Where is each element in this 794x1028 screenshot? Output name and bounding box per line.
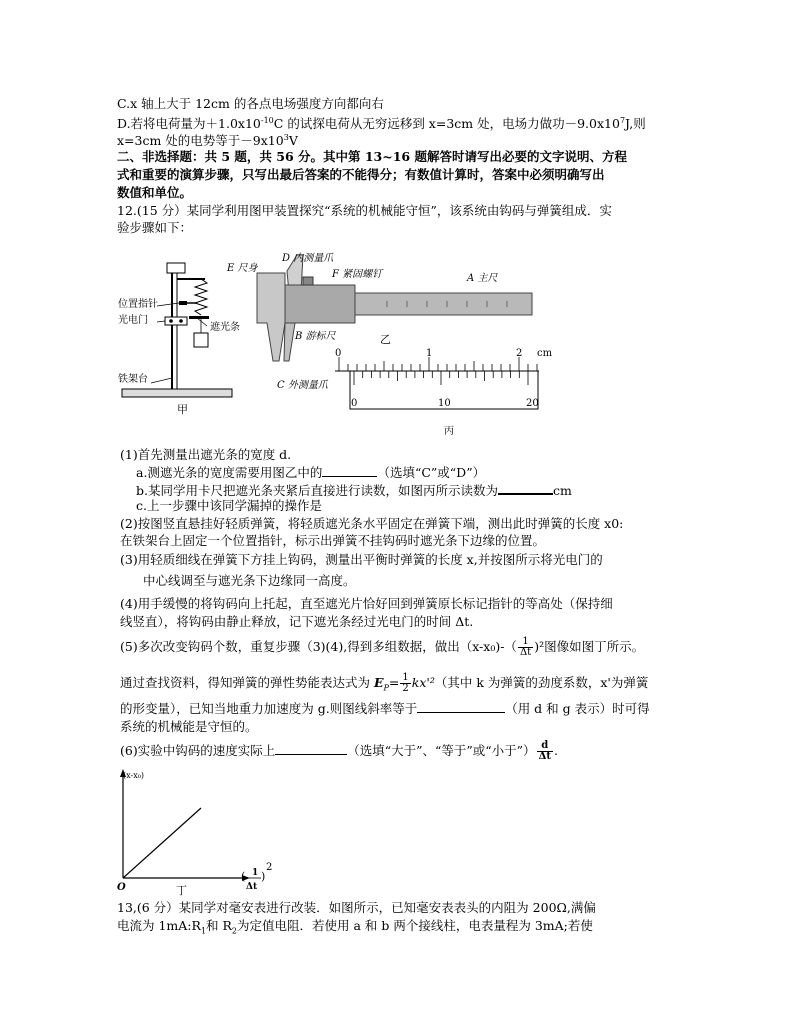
outer-jaw [284, 323, 295, 361]
label-D: D 内测量爪 [282, 253, 334, 264]
blank-b[interactable] [498, 481, 553, 495]
section2-heading-3: 数值和单位。 [117, 185, 193, 200]
section2-heading-1: 二、非选择题：共 5 题，共 56 分。其中第 13~16 题解答时请写出必要的文字说明、方程 [117, 149, 627, 164]
section2-heading-2: 式和重要的演算步骤，只写出最后答案的不能得分；有数值计算时，答案中必须明确写出 [117, 167, 605, 182]
hook-weight [194, 333, 208, 347]
figure-yi [226, 252, 532, 391]
p2-line2: 在铁架台上固定一个位置指针，标示出弹簧不挂钩码时遮光条下边缘的位置。 [120, 533, 546, 548]
label-gate: 光电门 [118, 315, 148, 326]
x-label-paren-close: ) [261, 870, 266, 883]
figure-svg [117, 243, 553, 438]
x-label-den: Δt [246, 882, 258, 892]
vernier-label-20: 20 [526, 398, 539, 409]
label-C: C 外测量爪 [277, 380, 328, 391]
label-E: E 尺身 [227, 263, 258, 274]
vernier-label-10: 10 [438, 398, 451, 409]
x-label-num: 1 [252, 868, 259, 878]
caption-yi: 乙 [380, 333, 391, 346]
spring [195, 279, 207, 315]
label-pointer: 位置指针 [118, 299, 158, 310]
p3-line1: (3)用轻质细线在弹簧下方挂上钩码，测量出平衡时弹簧的长度 x,并按图所示将光电门的 [120, 552, 603, 567]
figure-ding [115, 766, 290, 900]
blank-a[interactable] [322, 464, 377, 477]
vernier-label-0: 0 [351, 398, 358, 409]
p6-line: (6)实验中钩码的速度实际上 （选填“大于”、“等于”或“小于”） $\frac{d}{\Delta t}$ . [120, 740, 558, 762]
figure-bing [335, 348, 553, 437]
caption-jia: 甲 [177, 403, 188, 416]
locking-screw [303, 277, 313, 285]
p5-line4: 系统的机械能是守恒的。 [120, 719, 258, 734]
y-label: (x-x₀) [123, 771, 145, 780]
q13-line2: 电流为 $1mA:R_1$和 $R_2$为定值电阻．若使用 a 和 b 两个接线柱，电表量程为 3mA;若使 [117, 918, 593, 936]
p3-line2: 中心线调至与遮光条下边缘同一高度。 [143, 573, 356, 588]
blank-speed[interactable] [275, 742, 347, 755]
frac-1-dt: $\frac{1}{\Delta t}$ [519, 636, 532, 658]
p1-c: c.上一步骤中该同学漏掉的操作是 [136, 498, 322, 513]
frac-half: $\frac{1}{2}$ [402, 672, 409, 694]
stand-base [122, 389, 232, 397]
frac-d-dt: $\frac{d}{\Delta t}$ [538, 740, 551, 762]
option-c: C.x 轴上大于 12cm 的各点电场强度方向都向右 [117, 96, 384, 111]
blank-slope[interactable] [417, 700, 505, 713]
graph-ding [115, 766, 290, 896]
p1-b: b.某同学用卡尺把遮光条夹紧后直接进行读数，如图丙所示读数为 cm [136, 483, 572, 498]
p5-line3: 的形变量），已知当地重力加速度为 g.则图线斜率等于 （用 d 和 g 表示）时可得 [120, 701, 650, 716]
x-label-paren-open: ( [241, 870, 246, 883]
label-A: A 主尺 [467, 273, 498, 284]
label-B: B 游标尺 [295, 331, 336, 342]
main-label-0: 0 [335, 348, 342, 359]
caliper-slider [285, 285, 355, 323]
q13-line1: 13,(6 分）某同学对毫安表进行改装．如图所示，已知毫安表表头的内阻为 200Ω,满偏 [117, 900, 596, 915]
label-strip: 遮光条 [210, 322, 240, 333]
light-strip [189, 316, 209, 319]
p2-line1: (2)按图竖直悬挂好轻质弹簧，将轻质遮光条水平固定在弹簧下端，测出此时弹簧的长度 x0: [120, 516, 624, 531]
main-label-1: 1 [426, 348, 433, 359]
photogate [165, 317, 187, 325]
origin-label: O [117, 882, 126, 893]
p4-line1: (4)用手缓慢的将钩码向上托起，直至遮光片恰好回到弹簧原长标记指针的等高处（保持细 [120, 596, 613, 611]
main-label-2: 2 [516, 348, 523, 359]
caption-bing: 丙 [444, 426, 454, 437]
p5-line2: 通过查找资料，得知弹簧的弹性势能表达式为 $E_P=$ $\frac{1}{2}$ kx'²（其中 k 为弹簧的劲度系数，x'为弹簧 [120, 672, 649, 694]
p1-title: (1)首先测量出遮光条的宽度 d. [120, 447, 292, 462]
x-label-exp: 2 [266, 862, 273, 873]
p1-a: a.测遮光条的宽度需要用图乙中的 （选填“C”或“D”） [136, 465, 486, 480]
pointer-clamp [179, 301, 187, 305]
label-F: F 紧固螺钉 [332, 269, 383, 280]
p4-line2: 线竖直），将钩码由静止释放，记下遮光条经过光电门的时间 Δt. [120, 614, 474, 629]
figure-jia [118, 263, 240, 416]
caption-ding: 丁 [176, 884, 187, 897]
q12-intro-1: 12.(15 分）某同学利用图甲装置探究“系统的机械能守恒”，该系统由钩码与弹簧组成．实 [117, 203, 612, 218]
p5-line1: (5)多次改变钩码个数，重复步骤（3)(4),得到多组数据，做出（x-x₀)-（ $\frac{1}{\Delta t}$ )²图像如图丁所示。 [120, 636, 645, 658]
figure-jia-yi-bing [117, 243, 553, 442]
q12-intro-2: 验步骤如下： [117, 220, 193, 235]
unit-cm: cm [537, 348, 553, 359]
option-d-line2: x=3cm 处的电势等于$-9x10^3V$ [117, 133, 298, 149]
data-line [123, 808, 201, 878]
label-stand: 铁架台 [118, 374, 148, 385]
caliper-body [257, 273, 285, 361]
top-clamp [167, 263, 185, 273]
option-d-line1: D.若将电荷量为$+1.0x10^{-10}C$ 的试探电荷从无穷远移到 x=3cm 处，电场力做功$-9.0x10^7J$,则 [117, 116, 646, 132]
